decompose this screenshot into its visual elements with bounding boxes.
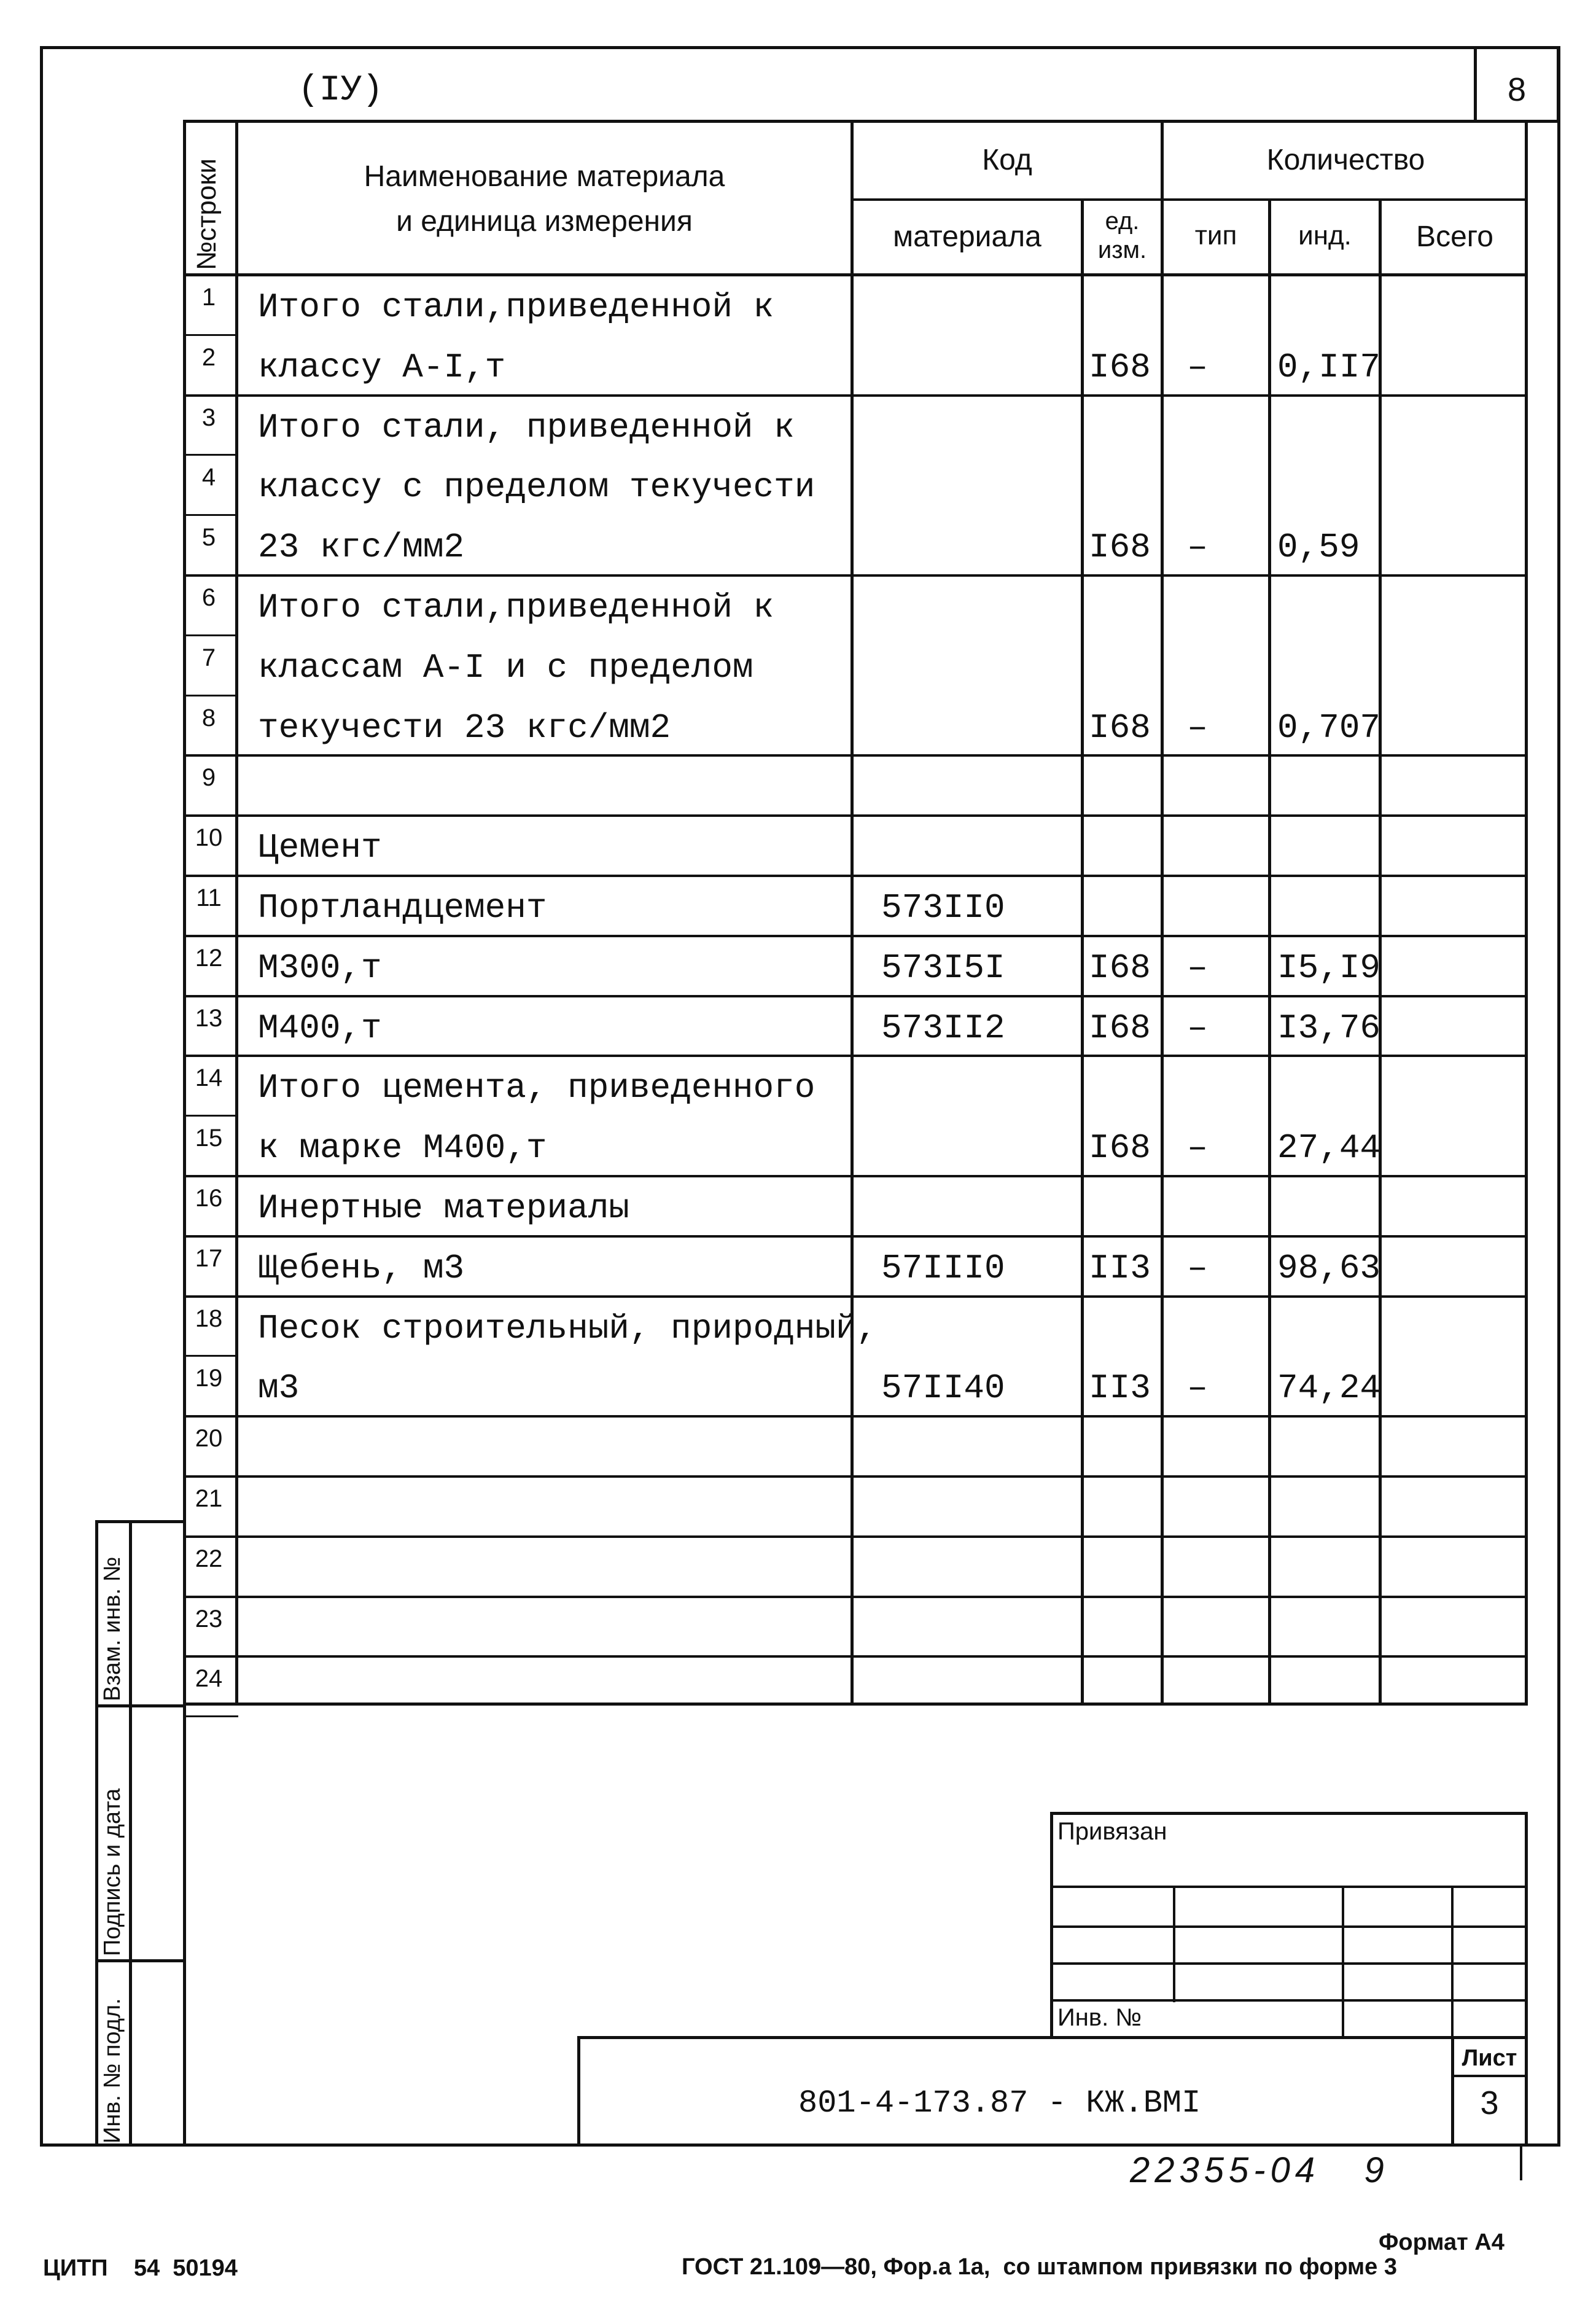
- row-number: 3: [201, 404, 216, 431]
- inv-no-label: Инв. №: [1057, 2004, 1142, 2031]
- row-number: 4: [201, 464, 216, 491]
- qty-ind: 0,II7: [1277, 347, 1381, 387]
- row-number: 24: [195, 1665, 223, 1693]
- qty-ind: 0,59: [1277, 528, 1360, 568]
- material-name: классам А-I и с пределом: [258, 647, 753, 687]
- row-number: 11: [196, 884, 222, 911]
- unit-code: I68: [1089, 708, 1151, 747]
- qty-type: –: [1187, 347, 1208, 387]
- material-name: Итого стали, приведенной к: [258, 407, 795, 447]
- left-code: ЦИТП 54 50194: [43, 2255, 238, 2281]
- row-number: 20: [195, 1425, 223, 1453]
- row-number: 21: [195, 1485, 223, 1512]
- material-code: 57II40: [881, 1368, 1005, 1408]
- unit-code: I68: [1089, 347, 1151, 387]
- material-name: к марке М400,т: [258, 1128, 547, 1168]
- row-number: 14: [195, 1064, 223, 1092]
- material-name: текучести 23 кгс/мм2: [258, 708, 671, 747]
- material-name: Щебень, м3: [258, 1248, 465, 1288]
- material-name: м3: [258, 1368, 300, 1408]
- material-name: 23 кгс/мм2: [258, 528, 465, 568]
- unit-code: I68: [1089, 528, 1151, 568]
- vzam-label: Взам. инв. №: [99, 1556, 125, 1701]
- qty-type: –: [1187, 1248, 1208, 1288]
- handwritten-number: 22355-04 9: [1130, 2150, 1389, 2190]
- name-header-line1: Наименование материала: [364, 160, 725, 193]
- material-name: Итого стали,приведенной к: [258, 588, 774, 627]
- code-material-header: материала: [893, 220, 1041, 253]
- row-number: 7: [201, 644, 216, 671]
- quantity-header: Количество: [1266, 144, 1425, 176]
- material-name: Цемент: [258, 828, 382, 868]
- qty-ind: I3,76: [1277, 1008, 1381, 1048]
- row-number: 12: [195, 944, 223, 972]
- qty-ind: I5,I9: [1277, 948, 1381, 988]
- list-number: 3: [1480, 2085, 1499, 2121]
- privyazan-label: Привязан: [1057, 1818, 1167, 1845]
- code-unit-header-l1: ед.: [1105, 208, 1140, 235]
- unit-code: I68: [1089, 948, 1151, 988]
- qty-type: –: [1187, 948, 1208, 988]
- row-number: 17: [195, 1244, 223, 1272]
- material-name: Итого цемента, приведенного: [258, 1068, 816, 1108]
- row-number: 16: [195, 1185, 223, 1212]
- material-code: 57III0: [881, 1248, 1005, 1288]
- row-number: 2: [201, 343, 216, 371]
- qty-ind: 27,44: [1277, 1128, 1381, 1168]
- row-number: 10: [195, 824, 223, 852]
- material-name: Песок строительный, природный,: [258, 1308, 878, 1348]
- material-code: 573II2: [881, 1008, 1005, 1048]
- qty-ind: 74,24: [1277, 1368, 1381, 1408]
- row-number: 6: [201, 584, 216, 611]
- row-number: 13: [195, 1004, 223, 1032]
- qty-total-header: Всего: [1416, 220, 1493, 253]
- material-name: Инертные материалы: [258, 1188, 629, 1228]
- row-number: 19: [195, 1365, 223, 1392]
- unit-code: I68: [1089, 1008, 1151, 1048]
- material-name: классу А-I,т: [258, 347, 506, 387]
- qty-type: –: [1187, 1008, 1208, 1048]
- format-label: Формат А4: [1379, 2229, 1505, 2255]
- list-label: Лист: [1462, 2045, 1517, 2071]
- qty-ind-header: инд.: [1298, 220, 1352, 251]
- name-header-line2: и единица измерения: [396, 205, 693, 238]
- section-label: (IУ): [298, 71, 384, 111]
- code-unit-header-l2: изм.: [1097, 236, 1147, 263]
- row-number: 18: [195, 1305, 223, 1332]
- gost-text: ГОСТ 21.109—80, Фор.а 1а, со штампом привязки по форме 3: [682, 2254, 1397, 2280]
- row-number: 1: [201, 284, 216, 311]
- qty-ind: 98,63: [1277, 1248, 1381, 1288]
- qty-type: –: [1187, 708, 1208, 747]
- material-code: 573I5I: [881, 948, 1005, 988]
- inv-podl-label: Инв. № подл.: [99, 1998, 125, 2144]
- unit-code: I68: [1089, 1128, 1151, 1168]
- code-header: Код: [982, 144, 1032, 176]
- qty-type: –: [1187, 528, 1208, 568]
- qty-type: –: [1187, 1368, 1208, 1408]
- row-number: 9: [201, 764, 216, 792]
- qty-ind: 0,707: [1277, 708, 1381, 747]
- qty-type-header: тип: [1194, 220, 1237, 251]
- row-number: 22: [195, 1545, 223, 1572]
- unit-code: II3: [1089, 1248, 1151, 1288]
- row-number: 23: [195, 1605, 223, 1633]
- row-number: 15: [195, 1125, 223, 1152]
- podpis-label: Подпись и дата: [99, 1788, 125, 1956]
- qty-type: –: [1187, 1128, 1208, 1168]
- unit-code: II3: [1089, 1368, 1151, 1408]
- material-name: Портландцемент: [258, 888, 547, 927]
- page-number: 8: [1507, 71, 1527, 108]
- material-name: М300,т: [258, 948, 382, 988]
- row-number-header: №строки: [192, 158, 222, 270]
- material-name: классу с пределом текучести: [258, 467, 816, 507]
- material-code: 573II0: [881, 888, 1005, 927]
- material-name: М400,т: [258, 1008, 382, 1048]
- row-number: 5: [201, 524, 216, 552]
- row-number: 8: [201, 704, 216, 731]
- document-code: 801-4-173.87 - КЖ.ВМI: [798, 2085, 1201, 2121]
- material-name: Итого стали,приведенной к: [258, 287, 774, 327]
